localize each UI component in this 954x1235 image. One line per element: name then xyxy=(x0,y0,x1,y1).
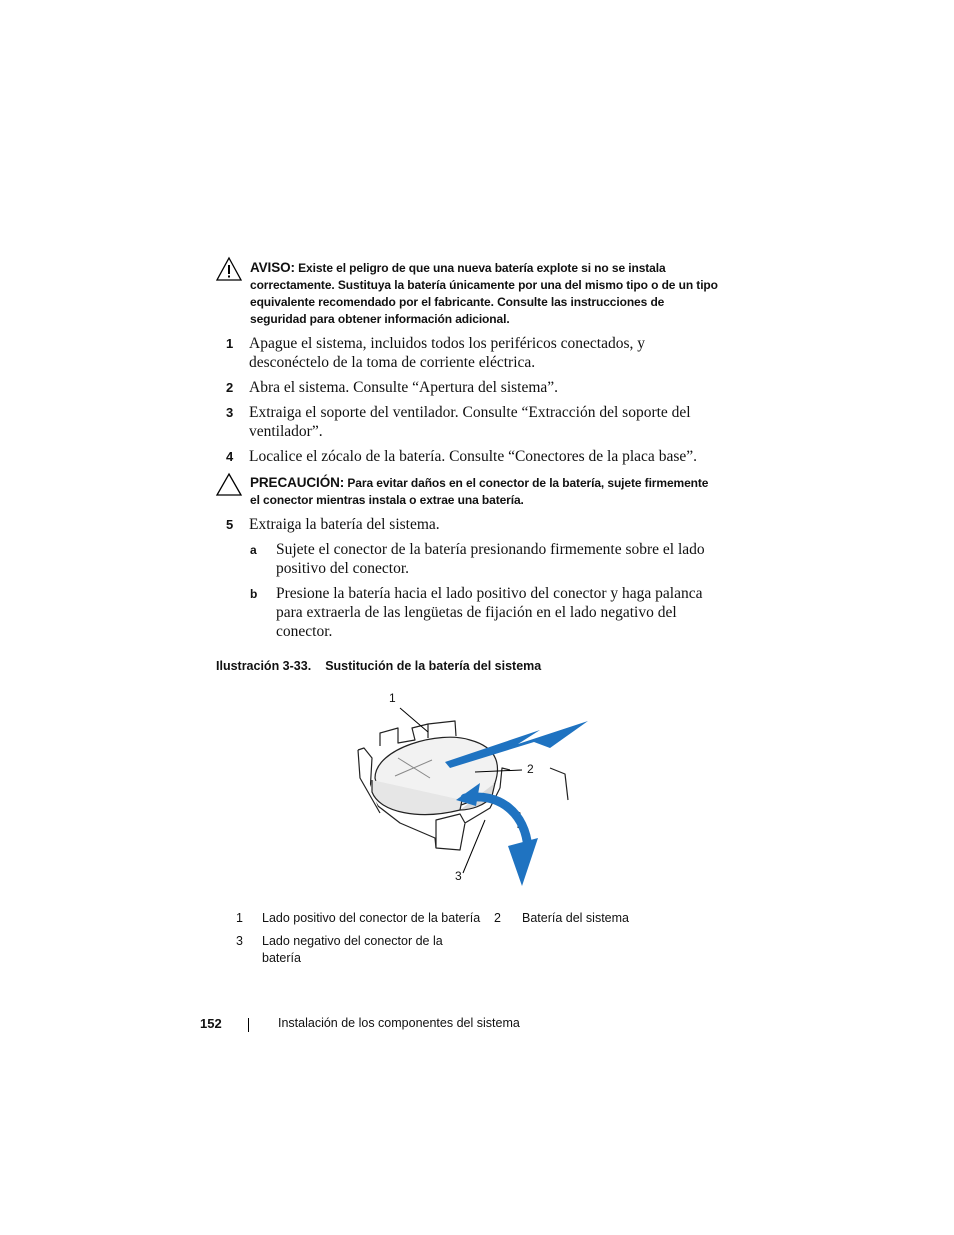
figure-title: Sustitución de la batería del sistema xyxy=(325,659,542,673)
step-text: Abra el sistema. Consulte “Apertura del sistema”. xyxy=(249,379,559,396)
substep-letter: b xyxy=(250,587,258,601)
callout-1: 1 xyxy=(389,691,396,705)
caution-triangle-icon xyxy=(215,471,243,497)
footer-divider xyxy=(248,1018,249,1032)
warning-notice xyxy=(250,259,720,328)
step-text: Extraiga el soporte del ventilador. Consulte “Extracción del soporte del ventilador”. xyxy=(249,404,691,440)
legend-number: 1 xyxy=(236,911,243,925)
battery-illustration xyxy=(350,688,595,888)
substep-letter: a xyxy=(250,543,257,557)
step-number: 4 xyxy=(226,449,234,464)
legend-number: 2 xyxy=(494,911,501,925)
page-number: 152 xyxy=(200,1016,222,1031)
caution-keyword: PRECAUCIÓN: xyxy=(250,475,345,490)
legend-text: Lado positivo del conector de la batería xyxy=(262,911,481,925)
battery-cell xyxy=(372,737,497,814)
figure-label: Ilustración 3-33. xyxy=(216,659,312,673)
legend-text: Lado negativo del conector de la batería xyxy=(262,934,443,965)
callout-3: 3 xyxy=(455,869,462,883)
caution-notice xyxy=(250,474,720,509)
callout-2: 2 xyxy=(527,762,534,776)
legend-text: Batería del sistema xyxy=(522,911,629,925)
step-number: 5 xyxy=(226,517,234,532)
substep-text: Presione la batería hacia el lado positivo del conector y haga palanca para extraerla de las lengüetas de fijación en el lado negativo del conector. xyxy=(276,585,703,640)
step-text: Extraiga la batería del sistema. xyxy=(249,516,440,533)
warning-keyword: AVISO: xyxy=(250,260,295,275)
warning-text: Existe el peligro de que una nueva batería explote si no se instala correctamente. Sustituya la batería únicamente por una del mismo tipo o de un tipo equivalente recomendado por el fabricante. Consulte las instrucciones de seguridad para obtener información adicional. xyxy=(250,261,718,326)
step-text: Localice el zócalo de la batería. Consulte “Conectores de la placa base”. xyxy=(249,448,697,465)
step-number: 3 xyxy=(226,405,234,420)
legend-number: 3 xyxy=(236,934,243,948)
footer-section-title: Instalación de los componentes del sistema xyxy=(278,1016,520,1030)
step-text: Apague el sistema, incluidos todos los periféricos conectados, y desconéctelo de la toma de corriente eléctrica. xyxy=(249,335,646,371)
warning-triangle-icon xyxy=(215,256,243,282)
caution-text: Para evitar daños en el conector de la batería, sujete firmemente el conector mientras instala o extrae una batería. xyxy=(250,476,709,507)
step-number: 1 xyxy=(226,336,234,351)
step-number: 2 xyxy=(226,380,234,395)
figure-caption xyxy=(216,659,541,673)
substep-text: Sujete el conector de la batería presionando firmemente sobre el lado positivo del conector. xyxy=(276,541,705,577)
